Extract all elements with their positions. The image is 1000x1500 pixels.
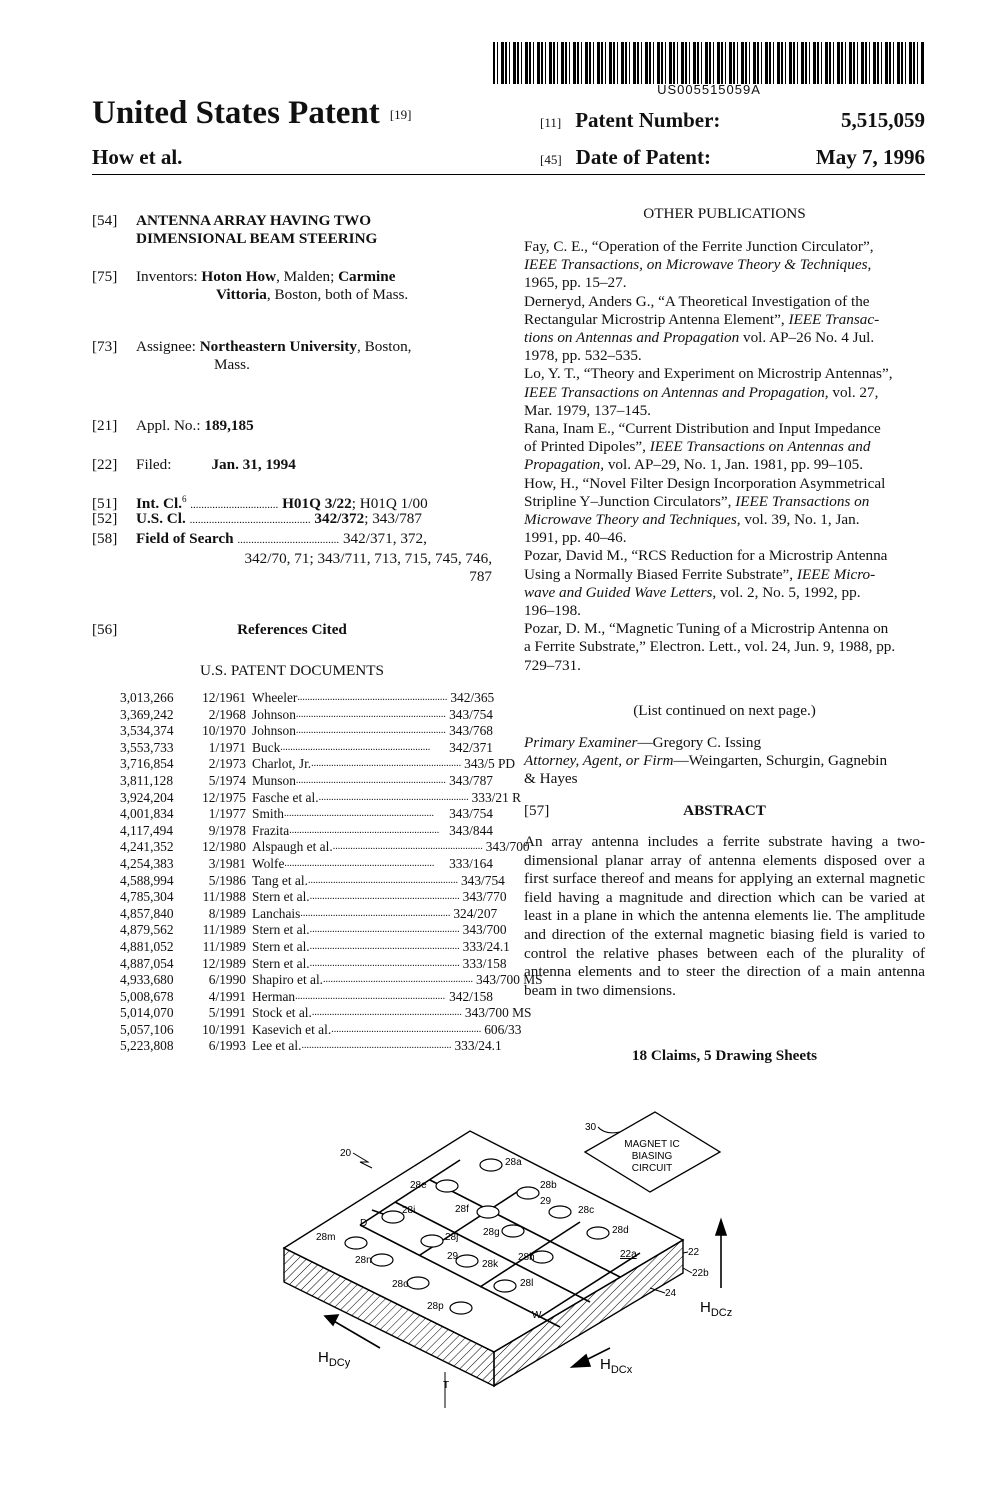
hdcx-label: $H_{DCx}$ [600, 1356, 633, 1376]
table-row [120, 939, 493, 956]
abstract-text: An array antenna includes a ferrite substrate having a two-dimensional planar array of antenna elements disposed over a first surface thereof and means for applying an external magnetic field having a magnitude and direction which can be varied at least in a plane in which the antenna elements lie. The amplitude and direction of the external magnetic biasing field is varied to control the relative phases between each of the plurality of antenna elements and to steer the direction of a main antenna beam in two dimensions. [524, 833, 925, 999]
table-row [120, 1038, 493, 1055]
title-field: [54] ANTENNA ARRAY HAVING TWO DIMENSIONAL BEAM STEERING [92, 212, 378, 247]
table-row [120, 756, 493, 773]
ref-patent-number: 4,241,352 [120, 839, 174, 855]
ref-inventor-class: Herman ............................................................ 342/158 [252, 988, 493, 1004]
patent-title: United States Patent [19] [92, 95, 412, 131]
ref-patent-number: 3,534,374 [120, 723, 174, 739]
ref-inventor-class: Stern et al. ............................................................ 343/700 [252, 922, 507, 938]
ref-date: 12/1975 [202, 789, 246, 805]
svg-text:28j: 28j [445, 1232, 459, 1243]
svg-text:28l: 28l [520, 1278, 534, 1289]
field-of-search-cont: 342/70, 71; 343/711, 713, 715, 745, 746, 787 [244, 550, 492, 585]
ref-date: 9/1978 [208, 822, 246, 838]
ref-date: 12/1980 [202, 839, 246, 855]
ref-date: 5/1991 [208, 1005, 246, 1021]
ref-30: 30 [585, 1122, 597, 1133]
ref-patent-number: 4,254,383 [120, 855, 174, 871]
svg-text:T: T [443, 1380, 450, 1391]
ref-inventor-class: Wolfe ............................................................ 333/164 [252, 855, 493, 871]
box-label-line3: CIRCUIT [631, 1163, 673, 1174]
ref-date: 6/1990 [208, 972, 246, 988]
hdcz-label: $H_{DCz}$ [700, 1299, 733, 1319]
svg-text:24: 24 [665, 1288, 677, 1299]
ref-date: 10/1991 [202, 1021, 246, 1037]
patent-number-label: [11] Patent Number: [540, 108, 721, 132]
svg-text:28n: 28n [355, 1255, 372, 1266]
ref-date: 3/1981 [208, 855, 246, 871]
us-patent-docs-heading: U.S. PATENT DOCUMENTS [200, 662, 384, 679]
ref-inventor-class: Wheeler ............................................................ 342/365 [252, 690, 495, 705]
hdcy-label: $H_{DCy}$ [318, 1349, 351, 1369]
appl-field: [21] Appl. No.: 189,185 [92, 417, 254, 434]
table-row [120, 972, 493, 989]
ref-patent-number: 4,785,304 [120, 889, 174, 905]
references-cited-heading: References Cited [237, 621, 347, 638]
patent-number: 5,515,059 [841, 108, 925, 132]
ref-inventor-class: Tang et al. ............................................................ 343/754 [252, 872, 505, 888]
ref-date: 11/1988 [202, 889, 246, 905]
ref-inventor-class: Smith ............................................................ 343/754 [252, 806, 493, 822]
svg-text:28p: 28p [427, 1301, 444, 1312]
references-table [120, 690, 543, 1055]
ref-inventor-class: Fasche et al. ............................................................ 333/21 R [252, 789, 522, 805]
ref-patent-number: 4,588,994 [120, 872, 174, 888]
list-continued: (List continued on next page.) [633, 702, 816, 719]
table-row [120, 823, 493, 840]
ref-inventor-class: Stern et al. ............................................................ 333/24.1 [252, 938, 510, 954]
ref-20: 20 [340, 1148, 352, 1159]
authors: How et al. [92, 145, 183, 169]
table-row [120, 790, 493, 807]
ref-date: 2/1968 [208, 706, 246, 722]
publication-item: How, H., “Novel Filter Design Incorporation Asymmetrical Stripline Y–Junction Circulators”, IEEE Transactions on Microwave Theory and Techniques, vol. 39, No. 1, Jan. 1991, pp. 40–46. [524, 474, 886, 547]
inventors-field: [75] Inventors: Hoton How, Malden; Carmine Vittoria, Boston, both of Mass. [92, 268, 409, 303]
ref-patent-number: 5,014,070 [120, 1005, 174, 1021]
attorney: Attorney, Agent, or Firm—Weingarten, Schurgin, Gagnebin & Hayes [524, 752, 888, 787]
table-row [120, 690, 493, 707]
svg-text:D: D [360, 1218, 368, 1229]
ref-inventor-class: Munson ............................................................ 343/787 [252, 772, 493, 788]
table-row [120, 1022, 493, 1039]
patent-date: May 7, 1996 [815, 145, 925, 169]
ref-date: 6/1993 [208, 1038, 246, 1054]
int-cl-field: [51] Int. Cl.$^6$ ................................ H01Q 3/22; H01Q 1/00 [92, 494, 428, 513]
table-row [120, 723, 493, 740]
examiner: Primary Examiner—Gregory C. Issing [524, 734, 762, 751]
field-of-search: [58] Field of Search ..................................... 342/371, 372, [92, 530, 427, 547]
assignee-field: [73] Assignee: Northeastern University, Boston, Mass. [92, 338, 412, 373]
us-cl-field: [52] U.S. Cl. ............................................ 342/372; 343/787 [92, 510, 422, 527]
other-publications-heading: OTHER PUBLICATIONS [643, 205, 806, 222]
table-row [120, 922, 493, 939]
ref-patent-number: 3,369,242 [120, 706, 174, 722]
svg-text:28f: 28f [455, 1204, 469, 1215]
table-row [120, 740, 493, 757]
box-label-line1: MAGNET IC [624, 1139, 680, 1150]
svg-text:29: 29 [540, 1196, 552, 1207]
publication-item: Pozar, David M., “RCS Reduction for a Microstrip Antenna Using a Normally Biased Ferrite Substrate”, IEEE Micro- wave and Guided Wave Letters, vol. 2, No. 5, 1992, pp. 196–198. [524, 547, 888, 620]
other-publications [524, 238, 925, 675]
table-row [120, 989, 493, 1006]
svg-text:28o: 28o [392, 1279, 409, 1290]
ref-patent-number: 4,881,052 [120, 938, 174, 954]
abstract-tag: [57] [524, 802, 550, 819]
ref-date: 10/1970 [202, 723, 246, 739]
ref-date: 2/1973 [208, 756, 246, 772]
svg-text:22: 22 [688, 1247, 700, 1258]
ref-patent-number: 5,008,678 [120, 988, 174, 1004]
publication-item: Rana, Inam E., “Current Distribution and Input Impedance of Printed Dipoles”, IEEE Transactions on Antennas and Propagation, vol. AP–29, No. 1, Jan. 1981, pp. 99–105. [524, 420, 881, 474]
ref-patent-number: 5,223,808 [120, 1038, 174, 1054]
svg-text:28i: 28i [402, 1205, 416, 1216]
table-row [120, 873, 493, 890]
ref-inventor-class: Shapiro et al. ............................................................ 343/700 MS [252, 972, 543, 988]
ref-inventor-class: Lanchais ............................................................ 324/207 [252, 905, 498, 921]
ref-patent-number: 3,013,266 [120, 690, 174, 705]
publication-item: Lo, Y. T., “Theory and Experiment on Microstrip Antennas”, IEEE Transactions on Antennas and Propagation, vol. 27, Mar. 1979, 137–145. [524, 365, 893, 419]
ref-patent-number: 3,553,733 [120, 739, 174, 755]
claims-summary: 18 Claims, 5 Drawing Sheets [631, 1047, 818, 1064]
ref-date: 4/1991 [208, 988, 246, 1004]
table-row [120, 906, 493, 923]
svg-text:28a: 28a [505, 1157, 522, 1168]
header-rule [92, 174, 925, 175]
table-row [120, 856, 493, 873]
table-row [120, 1005, 493, 1022]
ref-patent-number: 5,057,106 [120, 1021, 174, 1037]
barcode [493, 42, 925, 84]
ref-patent-number: 4,117,494 [120, 822, 174, 838]
ref-inventor-class: Stern et al. ............................................................ 333/158 [252, 955, 507, 971]
svg-text:29: 29 [447, 1251, 459, 1262]
publication-item: Derneryd, Anders G., “A Theoretical Investigation of the Rectangular Microstrip Antenna Element”, IEEE Transac- tions on Antennas and Propagation vol. AP–26 No. 4 Jul. 1978, pp. 532–535. [524, 292, 880, 365]
date-label: [45] Date of Patent: [540, 145, 711, 169]
svg-text:W: W [532, 1310, 542, 1321]
svg-text:28d: 28d [612, 1225, 629, 1236]
abstract-heading: ABSTRACT [683, 802, 766, 819]
ref-inventor-class: Johnson ............................................................ 343/754 [252, 706, 493, 722]
table-row [120, 956, 493, 973]
ref-patent-number: 3,811,128 [120, 772, 174, 788]
table-row [120, 839, 493, 856]
table-row [120, 773, 493, 790]
antenna-array-figure [0, 1090, 1000, 1420]
svg-text:22a: 22a [620, 1249, 637, 1260]
publication-number: US005515059A [657, 82, 761, 97]
svg-text:28b: 28b [540, 1180, 557, 1191]
ref-patent-number: 4,001,834 [120, 806, 174, 822]
ref-date: 8/1989 [208, 905, 246, 921]
filed-field: [22] Filed: Jan. 31, 1994 [92, 456, 296, 473]
svg-text:28h: 28h [518, 1252, 535, 1263]
ref-patent-number: 3,924,204 [120, 789, 174, 805]
publication-item: Pozar, D. M., “Magnetic Tuning of a Microstrip Antenna on a Ferrite Substrate,” Electron. Lett., vol. 24, Jun. 9, 1988, pp. 729–731. [524, 620, 896, 674]
svg-text:28k: 28k [482, 1259, 499, 1270]
publication-item: Fay, C. E., “Operation of the Ferrite Junction Circulator”, IEEE Transactions, on Microwave Theory & Techniques, 1965, pp. 15–27. [524, 238, 874, 292]
ref-date: 5/1986 [208, 872, 246, 888]
ref-date: 12/1961 [202, 690, 246, 705]
svg-text:28m: 28m [316, 1232, 336, 1243]
refs-tag: [56] [92, 621, 118, 638]
ref-patent-number: 4,933,680 [120, 972, 174, 988]
ref-inventor-class: Stern et al. ............................................................ 343/770 [252, 889, 507, 905]
ref-date: 5/1974 [208, 772, 246, 788]
svg-text:28e: 28e [410, 1180, 427, 1191]
ref-date: 12/1989 [202, 955, 246, 971]
ref-patent-number: 4,879,562 [120, 922, 174, 938]
table-row [120, 707, 493, 724]
ref-inventor-class: Buck ............................................................ 342/371 [252, 739, 493, 755]
ref-patent-number: 3,716,854 [120, 756, 174, 772]
ref-inventor-class: Alspaugh et al. ............................................................ 343/700 [252, 839, 530, 855]
svg-text:22b: 22b [692, 1268, 709, 1279]
ref-date: 11/1989 [202, 938, 246, 954]
ref-inventor-class: Frazita ............................................................ 343/844 [252, 822, 493, 838]
ref-date: 1/1977 [208, 806, 246, 822]
table-row [120, 889, 493, 906]
svg-text:28g: 28g [483, 1227, 500, 1238]
ref-inventor-class: Charlot, Jr. ............................................................ 343/5 PD [252, 756, 516, 772]
ref-date: 1/1971 [208, 739, 246, 755]
ref-patent-number: 4,857,840 [120, 905, 174, 921]
ref-patent-number: 4,887,054 [120, 955, 174, 971]
ref-date: 11/1989 [202, 922, 246, 938]
table-row [120, 806, 493, 823]
ref-inventor-class: Kasevich et al. ............................................................ 606/33 [252, 1021, 522, 1037]
box-label-line2: BIASING [631, 1151, 673, 1162]
svg-text:28c: 28c [578, 1205, 595, 1216]
ref-inventor-class: Johnson ............................................................ 343/768 [252, 723, 493, 739]
ref-inventor-class: Lee et al. ............................................................ 333/24.1 [252, 1038, 502, 1054]
ref-inventor-class: Stock et al. ............................................................ 343/700 MS [252, 1005, 532, 1021]
